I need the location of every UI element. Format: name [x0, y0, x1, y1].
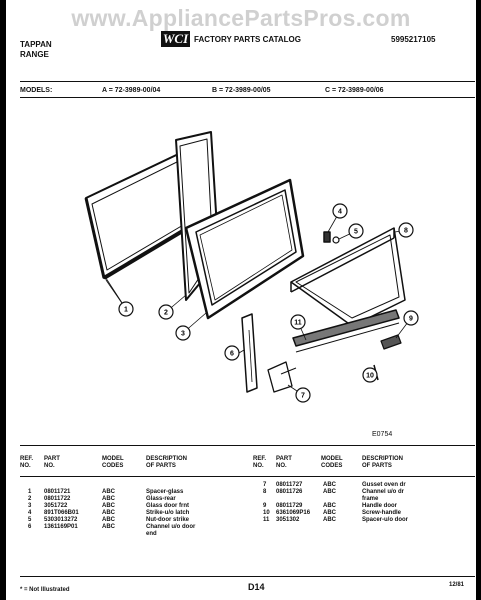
callout-9: [404, 311, 418, 325]
svg-text:3: 3: [181, 330, 185, 338]
channel-end: [242, 314, 257, 392]
left-header-desc: DESCRIPTION OF PARTS: [146, 456, 188, 469]
left-header-part: PART NO.: [44, 456, 60, 469]
model-a: A = 72-3989-00/04: [102, 87, 161, 94]
svg-text:2: 2: [164, 309, 168, 317]
watermark: www.AppliancePartsPros.com: [71, 5, 411, 31]
model-c: C = 72-3989-00/06: [325, 87, 384, 94]
callout-5: [349, 224, 363, 238]
table-rule-mid: [20, 476, 475, 477]
callout-11: [291, 315, 305, 329]
brand-line-2: RANGE: [20, 50, 49, 59]
svg-text:1: 1: [124, 306, 128, 314]
callout-10: [363, 368, 377, 382]
right-header-part: PART NO.: [276, 456, 292, 469]
models-label: MODELS:: [20, 87, 53, 94]
svg-text:6: 6: [230, 350, 234, 358]
left-header-ref: REF. NO.: [20, 456, 34, 469]
footnote: * = Not Illustrated: [20, 587, 70, 593]
channel-door-frame: [291, 228, 405, 326]
callout-1: [119, 302, 133, 316]
right-header-ref: REF. NO.: [253, 456, 267, 469]
door-handle: [381, 335, 401, 349]
brand-line-1: TAPPAN: [20, 40, 52, 49]
svg-text:8: 8: [404, 227, 408, 235]
callout-8: [399, 223, 413, 237]
footer-rule: [20, 576, 475, 577]
table-rule-top: [20, 445, 475, 446]
callout-7: [296, 388, 310, 402]
model-b: B = 72-3989-00/05: [212, 87, 271, 94]
document-number: 5995217105: [391, 35, 436, 44]
catalog-page: www.AppliancePartsPros.com TAPPAN RANGE WCI FACTORY PARTS CATALOG 5995217105 MODELS: A = 72-3989-00/04 B = 72-3989-00/05 C = 72-3989-00/06 1 2 3 4 5 6 7 8 9 10 11 E0754 REF. NO. PART NO. MODEL CODES DESCRIPTION OF PARTS REF. NO. PART NO. MODEL CODES DESCRIPTION OF PARTS 1 08011721 ABC Spacer-glass 2 08011722 ABC Glass-rear 3 3051722 ABC Glass door frnt 4 891T066B01 ABC Strike-u/o latch 5 5303013272 ABC Nut-door strike 6 1361169P01 ABC Channel u/o door end 7 08011727 ABC Gusset oven dr 8 08011726 ABC Channel u/o dr frame 9 08011729 ABC Handle door 10 6361069P16 ABC Screw-handle 11 3051302 ABC Spacer-u/o door * = Not Illustrated D14 12/81: [6, 0, 476, 600]
svg-text:7: 7: [301, 392, 305, 400]
page-code: D14: [248, 582, 265, 592]
callout-6: [225, 346, 239, 360]
callout-4: [333, 204, 347, 218]
svg-text:10: 10: [366, 372, 374, 380]
right-header-desc: DESCRIPTION OF PARTS: [362, 456, 404, 469]
catalog-title: FACTORY PARTS CATALOG: [194, 35, 301, 44]
callout-2: [159, 305, 173, 319]
figure-code: E0754: [372, 431, 393, 438]
left-header-model: MODEL CODES: [102, 456, 124, 469]
svg-text:11: 11: [294, 319, 302, 327]
exploded-door-diagram: [6, 0, 476, 450]
wci-logo: WCI: [162, 31, 189, 46]
revision-date: 12/81: [449, 582, 465, 588]
right-header-model: MODEL CODES: [321, 456, 343, 469]
callout-3: [176, 326, 190, 340]
svg-text:5: 5: [354, 228, 358, 236]
svg-text:4: 4: [338, 208, 342, 216]
door-strike: [324, 232, 339, 243]
svg-text:9: 9: [409, 315, 413, 323]
